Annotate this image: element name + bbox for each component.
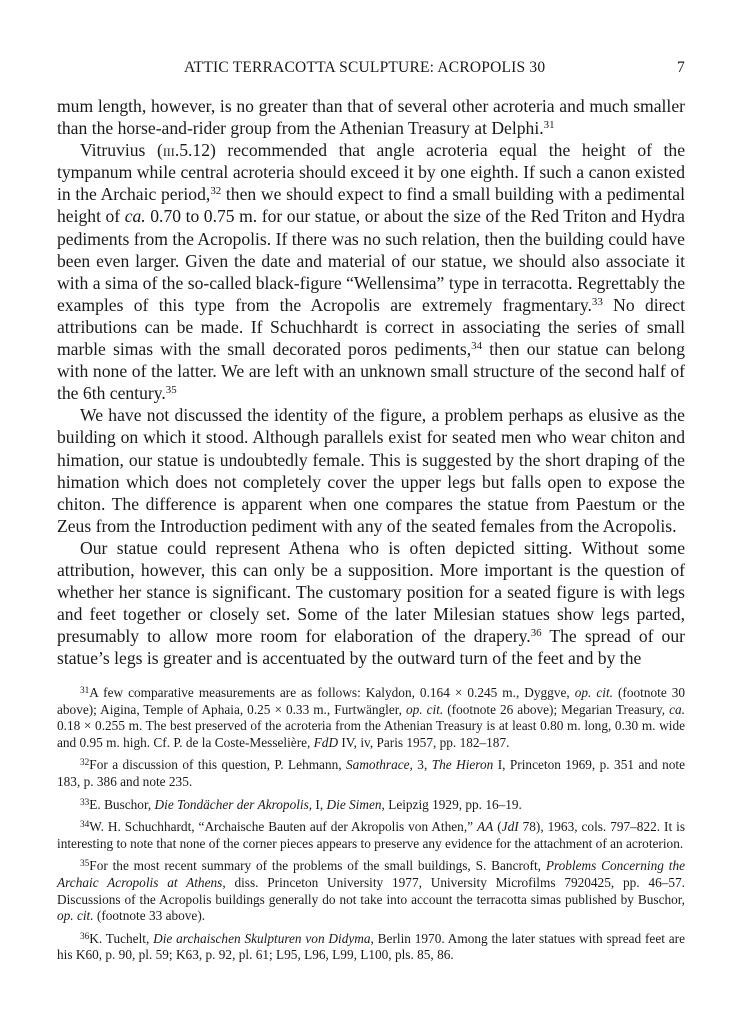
footnote-ref-36[interactable]: 36 — [530, 627, 542, 640]
footnote-34: $^{34}$W. H. Schuchhardt, “Archaische Bauten auf der Akropolis von Athen,” AA (JdI 78), 1963, cols. 797–822. It is interesting to note that none of the corner pieces appears to preserve any evidence for the attachment of an acroterion. — [57, 819, 685, 851]
running-head: ATTIC TERRACOTTA SCULPTURE: ACROPOLIS 30 — [184, 59, 546, 76]
footnote-ref-31[interactable]: 31 — [543, 119, 555, 132]
footnote-ref-33[interactable]: 33 — [591, 295, 603, 308]
footnote-33: $^{33}$E. Buschor, Die Tondächer der Akropolis, I, Die Simen, Leipzig 1929, pp. 16–19. — [80, 796, 522, 812]
footnote-31: $^{31}$A few comparative measurements are as follows: Kalydon, 0.164 × 0.245 m., Dyggve, op. cit. (footnote 30 above); Aigina, Temple of Aphaia, 0.25 × 0.33 m., Furtwängler, op. cit. (footnote 26 above); Megarian Treasury, ca. 0.18 × 0.255 m. The best preserved of the acroteria from the Athenian Treasury is at least 0.80 m. long, 0.30 m. wide and 0.95 m. high. Cf. P. de la Coste-Messelière, FdD IV, iv, Paris 1957, pp. 182–187. — [57, 685, 686, 750]
paragraph-athena: Our statue could represent Athena who is often depicted sitting. Without some attribution, however, this can only be a supposition. More important is the question of whether her stance is significant. The customary position for a seated figure is with legs and feet together or closely set. Some of the later Milesian statues show legs parted, presumably to allow more room for elaboration of the drapery.$^{36}$ The spread of our statue’s legs is greater and is accentuated by the outward turn of the feet and by the — [57, 537, 686, 669]
paragraph-identity: We have not discussed the identity of the figure, a problem perhaps as elusive as the building on which it stood. Although parallels exist for seated men who wear chiton and himation, our statue is undoubtedly female. This is suggested by the short draping of the himation which does not completely cover the upper legs but falls open to expose the chiton. The difference is apparent when one compares the statue from Paestum or the Zeus from the Introduction pediment with any of the seated females from the Acropolis. — [57, 405, 685, 536]
page-number: 7 — [677, 59, 685, 76]
footnote-ref-32[interactable]: 32 — [210, 185, 222, 198]
paragraph-vitruvius: Vitruvius (iii.5.12) recommended that angle acroteria equal the height of the tympanum while central acroteria should exceed it by one eighth. If such a canon existed in the Archaic period,$^{32}$ then we should expect to find a small building with a pedimental height of ca. 0.70 to 0.75 m. for our statue, or about the size of the Red Triton and Hydra pediments from the Acropolis. If there was no such relation, then the building could have been even larger. Given the date and material of our statue, we should also associate it with a sima of the so-called black-figure “Wellensima” type in terracotta. Regrettably the examples of this type from the Acropolis are extremely fragmentary.$^{33}$ No direct attributions can be made. If Schuchhardt is correct in associating the series of small marble simas with the small decorated poros pediments,$^{34}$ then our statue can belong with none of the latter. We are left with an unknown small structure of the second half of the 6th century.$^{35}$ — [57, 140, 686, 404]
main-text — [57, 95, 685, 669]
footnote-ref-35[interactable]: 35 — [165, 384, 177, 397]
footnote-ref-34[interactable]: 34 — [471, 340, 483, 353]
footnotes — [57, 685, 685, 970]
footnote-32: $^{32}$For a discussion of this question, P. Lehmann, Samothrace, 3, The Hieron I, Princeton 1969, p. 351 and note 183, p. 386 and note 235. — [57, 757, 685, 789]
footnote-35: $^{35}$For the most recent summary of the problems of the small buildings, S. Bancroft, Problems Concerning the Archaic Acropolis at Athens, diss. Princeton University 1977, University Microfilms 7920425, pp. 46–57. Discussions of the Acropolis buildings generally do not take into account the terracotta simas published by Buschor, op. cit. (footnote 33 above). — [57, 858, 685, 924]
footnote-36: $^{36}$K. Tuchelt, Die archaischen Skulpturen von Didyma, Berlin 1970. Among the later statues with spread feet are his K60, p. 90, pl. 59; K63, p. 92, pl. 61; L95, L96, L99, L100, pls. 85, 86. — [57, 930, 685, 963]
paragraph-continued: mum length, however, is no greater than that of several other acroteria and much smaller than the horse-and-rider group from the Athenian Treasury at Delphi.$^{31}$ — [57, 96, 685, 139]
